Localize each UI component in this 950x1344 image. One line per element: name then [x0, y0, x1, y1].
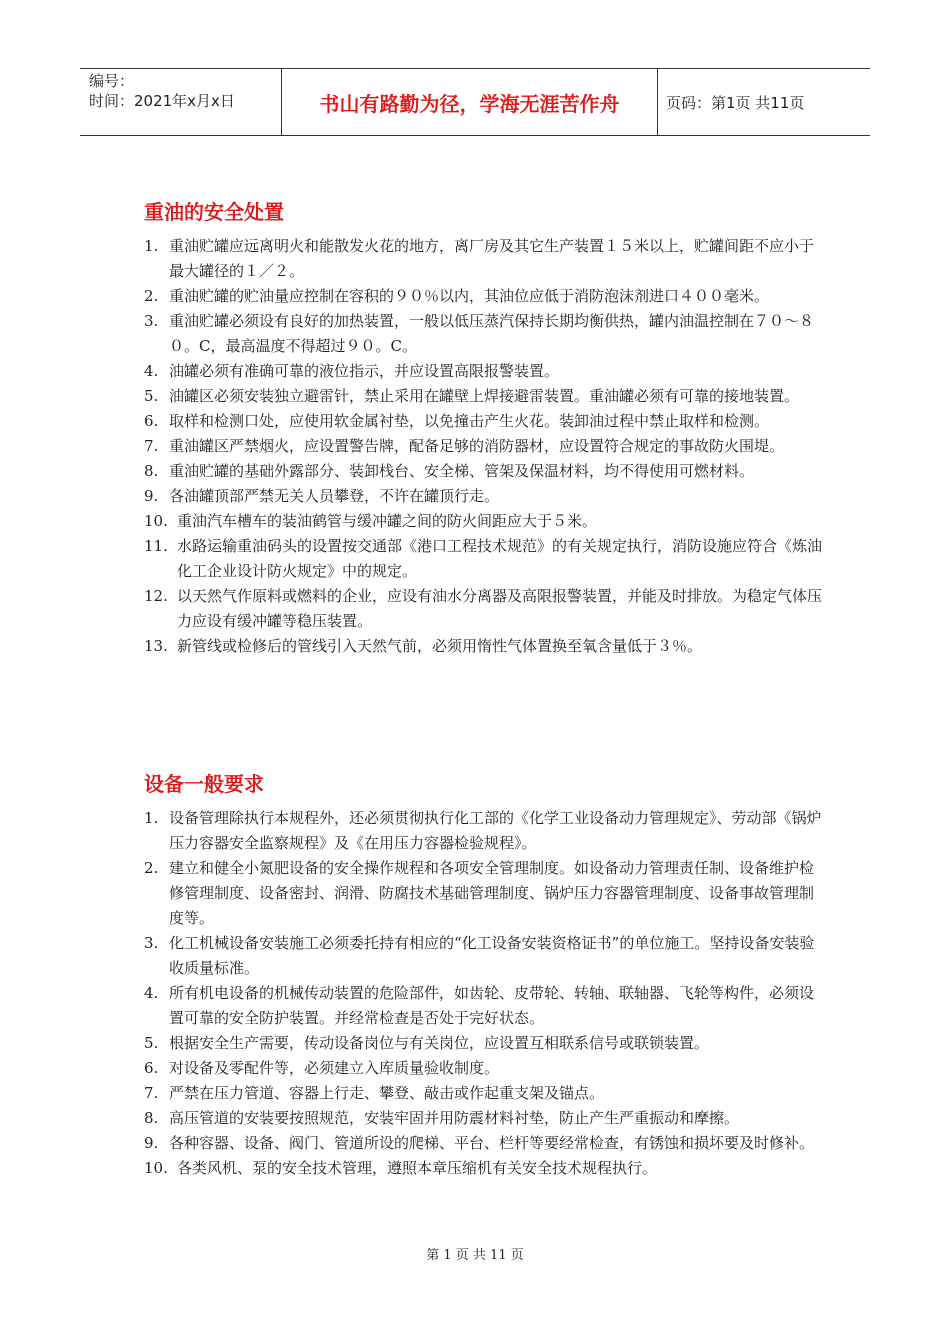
list-item-text: 取样和检测口处，应使用软金属衬垫，以免撞击产生火花。装卸油过程中禁止取样和检测。: [169, 412, 770, 430]
list-item-text: 重油贮罐应远离明火和能散发火花的地方，离厂房及其它生产装置１５米以上，贮罐间距不应小于最大罐径的１／２。: [169, 237, 815, 280]
header-meta: [80, 69, 282, 135]
list-item-number: 3.: [144, 312, 159, 330]
list-item-number: 2.: [144, 287, 159, 305]
list-item-number: 10.: [144, 1159, 168, 1177]
list-item-text: 油罐区必须安装独立避雷针，禁止采用在罐壁上焊接避雷装置。重油罐必须有可靠的接地装置。: [169, 387, 800, 405]
list-item-number: 12.: [144, 587, 168, 605]
list-item: [144, 409, 824, 434]
list-item: [144, 1056, 824, 1081]
list-item: [144, 1081, 824, 1106]
list-item-number: 4.: [144, 984, 159, 1002]
section-title-heavy-oil: 重油的安全处置: [144, 200, 284, 224]
list-item-text: 重油汽车槽车的装油鹤管与缓冲罐之间的防火间距应大于５米。: [177, 512, 598, 530]
list-item-text: 各类风机、泵的安全技术管理，遵照本章压缩机有关安全技术规程执行。: [177, 1159, 658, 1177]
list-item-number: 4.: [144, 362, 159, 380]
list-item: [144, 931, 824, 981]
list-item-number: 1.: [144, 237, 159, 255]
list-item-number: 1.: [144, 809, 159, 827]
list-item-text: 对设备及零配件等，必须建立入库质量验收制度。: [169, 1059, 500, 1077]
list-item-number: 9.: [144, 487, 159, 505]
document-number-label: 编号：: [89, 72, 135, 90]
section-title-equipment: 设备一般要求: [144, 772, 264, 796]
list-item-number: 11.: [144, 537, 168, 555]
list-item: [144, 1031, 824, 1056]
header-motto: 书山有路勤为径，学海无涯苦作舟: [282, 69, 658, 135]
list-item-number: 9.: [144, 1134, 159, 1152]
heavy-oil-safety-list: [144, 234, 824, 659]
equipment-requirements-list: [144, 806, 824, 1181]
list-item-number: 7.: [144, 437, 159, 455]
list-item-number: 6.: [144, 1059, 159, 1077]
list-item-text: 水路运输重油码头的设置按交通部《港口工程技术规范》的有关规定执行，消防设施应符合《炼油化工企业设计防火规定》中的规定。: [177, 537, 823, 580]
list-item-text: 严禁在压力管道、容器上行走、攀登、敲击或作起重支架及锚点。: [169, 1084, 605, 1102]
list-item-text: 重油贮罐的基础外露部分、装卸栈台、安全梯、管架及保温材料，均不得使用可燃材料。: [169, 462, 755, 480]
list-item-text: 设备管理除执行本规程外，还必须贯彻执行化工部的《化学工业设备动力管理规定》、劳动部《锅炉压力容器安全监察规程》及《在用压力容器检验规程》。: [169, 809, 822, 852]
list-item-text: 各种容器、设备、阀门、管道所设的爬梯、平台、栏杆等要经常检查，有锈蚀和损坏要及时修补。: [169, 1134, 815, 1152]
list-item-number: 7.: [144, 1084, 159, 1102]
list-item-text: 所有机电设备的机械传动装置的危险部件，如齿轮、皮带轮、转轴、联轴器、飞轮等构件，必须设置可靠的安全防护装置。并经常检查是否处于完好状态。: [169, 984, 815, 1027]
document-time-label: 时间：2021年x月x日: [89, 92, 235, 110]
list-item: [144, 384, 824, 409]
list-item: [144, 981, 824, 1031]
list-item: [144, 284, 824, 309]
list-item-number: 3.: [144, 934, 159, 952]
list-item-number: 8.: [144, 1109, 159, 1127]
list-item-text: 高压管道的安装要按照规范，安装牢固并用防震材料衬垫，防止产生严重振动和摩擦。: [169, 1109, 740, 1127]
list-item-text: 建立和健全小氮肥设备的安全操作规程和各项安全管理制度。如设备动力管理责任制、设备维护检修管理制度、设备密封、润滑、防腐技术基础管理制度、锅炉压力容器管理制度、设备事故管理制度等。: [169, 859, 815, 927]
list-item: [144, 634, 824, 659]
list-item-text: 重油贮罐必须设有良好的加热装置，一般以低压蒸汽保持长期均衡供热，罐内油温控制在７０～８０。C，最高温度不得超过９０。C。: [169, 312, 815, 355]
header-page-info: 页码：第1页 共11页: [666, 93, 805, 112]
list-item-text: 根据安全生产需要，传动设备岗位与有关岗位，应设置互相联系信号或联锁装置。: [169, 1034, 710, 1052]
list-item-number: 5.: [144, 1034, 159, 1052]
list-item: [144, 1106, 824, 1131]
list-item: [144, 1156, 824, 1181]
list-item-text: 化工机械设备安装施工必须委托持有相应的“化工设备安装资格证书”的单位施工。坚持设备安装验收质量标准。: [169, 934, 815, 977]
list-item: [144, 309, 824, 359]
list-item-text: 油罐必须有准确可靠的液位指示，并应设置高限报警装置。: [169, 362, 560, 380]
list-item: [144, 359, 824, 384]
list-item-number: 2.: [144, 859, 159, 877]
list-item: [144, 856, 824, 931]
list-item-number: 8.: [144, 462, 159, 480]
list-item: [144, 459, 824, 484]
list-item-text: 各油罐顶部严禁无关人员攀登，不许在罐顶行走。: [169, 487, 500, 505]
page-footer: 第 1 页 共 11 页: [426, 1248, 524, 1263]
list-item-number: 13.: [144, 637, 168, 655]
list-item-text: 新管线或检修后的管线引入天然气前，必须用惰性气体置换至氧含量低于３％。: [177, 637, 703, 655]
list-item: [144, 1131, 824, 1156]
list-item-text: 以天然气作原料或燃料的企业，应设有油水分离器及高限报警装置，并能及时排放。为稳定气体压力应设有缓冲罐等稳压装置。: [177, 587, 823, 630]
list-item: [144, 484, 824, 509]
list-item-number: 10.: [144, 512, 168, 530]
list-item: [144, 534, 824, 584]
header-table: [80, 68, 870, 136]
list-item: [144, 434, 824, 459]
list-item-number: 5.: [144, 387, 159, 405]
list-item: [144, 584, 824, 634]
list-item-text: 重油贮罐的贮油量应控制在容积的９０％以内，其油位应低于消防泡沫剂进口４００毫米。: [169, 287, 770, 305]
list-item-number: 6.: [144, 412, 159, 430]
list-item: [144, 509, 824, 534]
list-item: [144, 806, 824, 856]
list-item-text: 重油罐区严禁烟火，应设置警告牌，配备足够的消防器材，应设置符合规定的事故防火围堤。: [169, 437, 785, 455]
list-item: [144, 234, 824, 284]
